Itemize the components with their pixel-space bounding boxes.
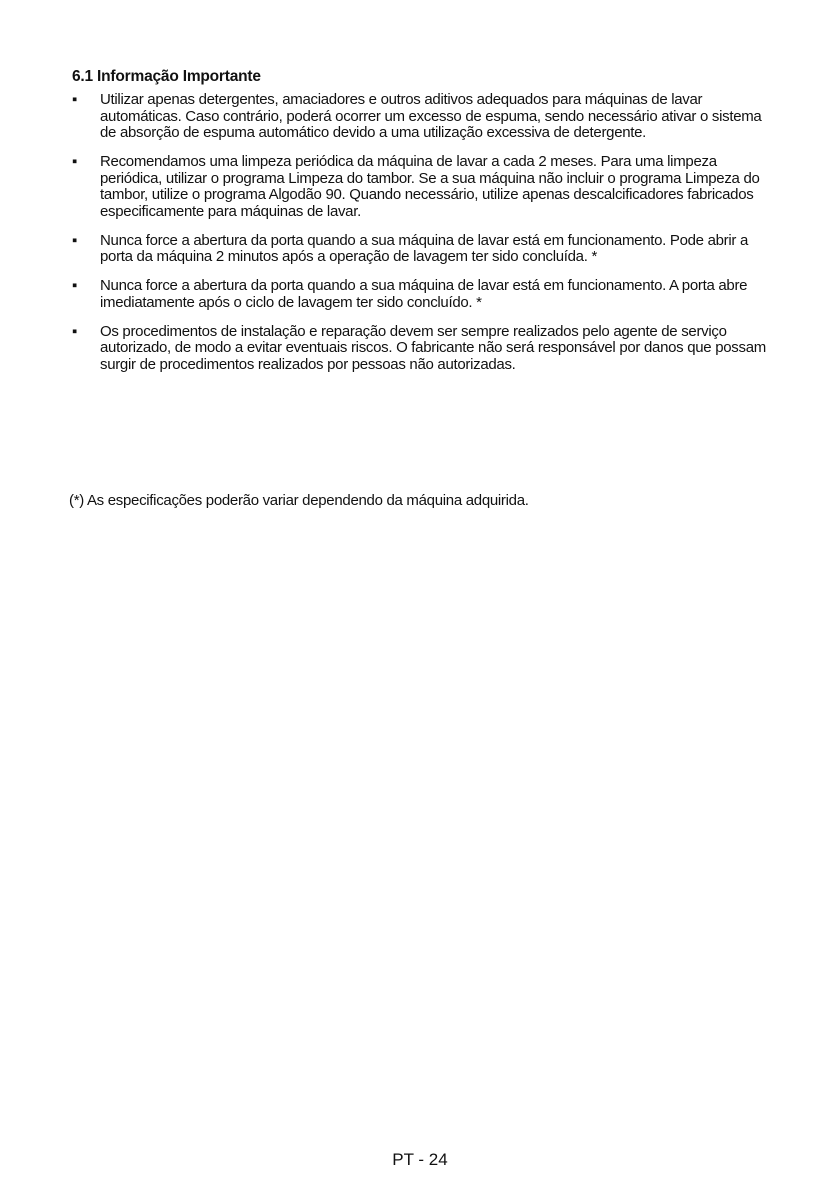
bullet-icon: ▪ [72,277,78,294]
page-number: PT - 24 [392,1150,448,1169]
bullet-icon: ▪ [72,91,78,108]
footnote: (*) As especificações poderão variar dependendo da máquina adquirida. [69,492,529,509]
bullet-icon: ▪ [72,153,78,170]
list-item [72,278,772,311]
list-item [72,92,772,142]
list-item [72,154,772,220]
bullet-icon: ▪ [72,322,78,340]
list-item-text: Os procedimentos de instalação e reparação devem ser sempre realizados pelo agente de serviço autorizado, de modo a evitar eventuais riscos. O fabricante não será responsável por danos que possam surgir de procedimentos realizados por pessoas não autorizadas. [100,322,766,373]
list-item-text: Utilizar apenas detergentes, amaciadores e outros aditivos adequados para máquinas de lavar automáticas. Caso contrário, poderá ocorrer um excesso de espuma, sendo necessário ativar o sistema de absorção de espuma automático devido a uma utilização excessiva de detergente. [100,91,762,141]
important-info-list [72,92,772,386]
list-item-text: Nunca force a abertura da porta quando a sua máquina de lavar está em funcionamento. Pode abrir a porta da máquina 2 minutos após a operação de lavagem ter sido concluída. * [100,231,748,265]
list-item-text: Nunca force a abertura da porta quando a sua máquina de lavar está em funcionamento. A porta abre imediatamente após o ciclo de lavagem ter sido concluído. * [100,277,748,311]
bullet-icon: ▪ [72,231,78,249]
list-item-text: Recomendamos uma limpeza periódica da máquina de lavar a cada 2 meses. Para uma limpeza periódica, utilizar o programa Limpeza do tambor. Se a sua máquina não incluir o programa Limpeza do tambor, utilize o programa Algodão 90. Quando necessário, utilize apenas descalcificadores fabricados especificamente para máquinas de lavar. [100,153,760,220]
list-item [72,324,772,374]
list-item [72,233,772,266]
section-heading: 6.1 Informação Importante [72,68,261,85]
